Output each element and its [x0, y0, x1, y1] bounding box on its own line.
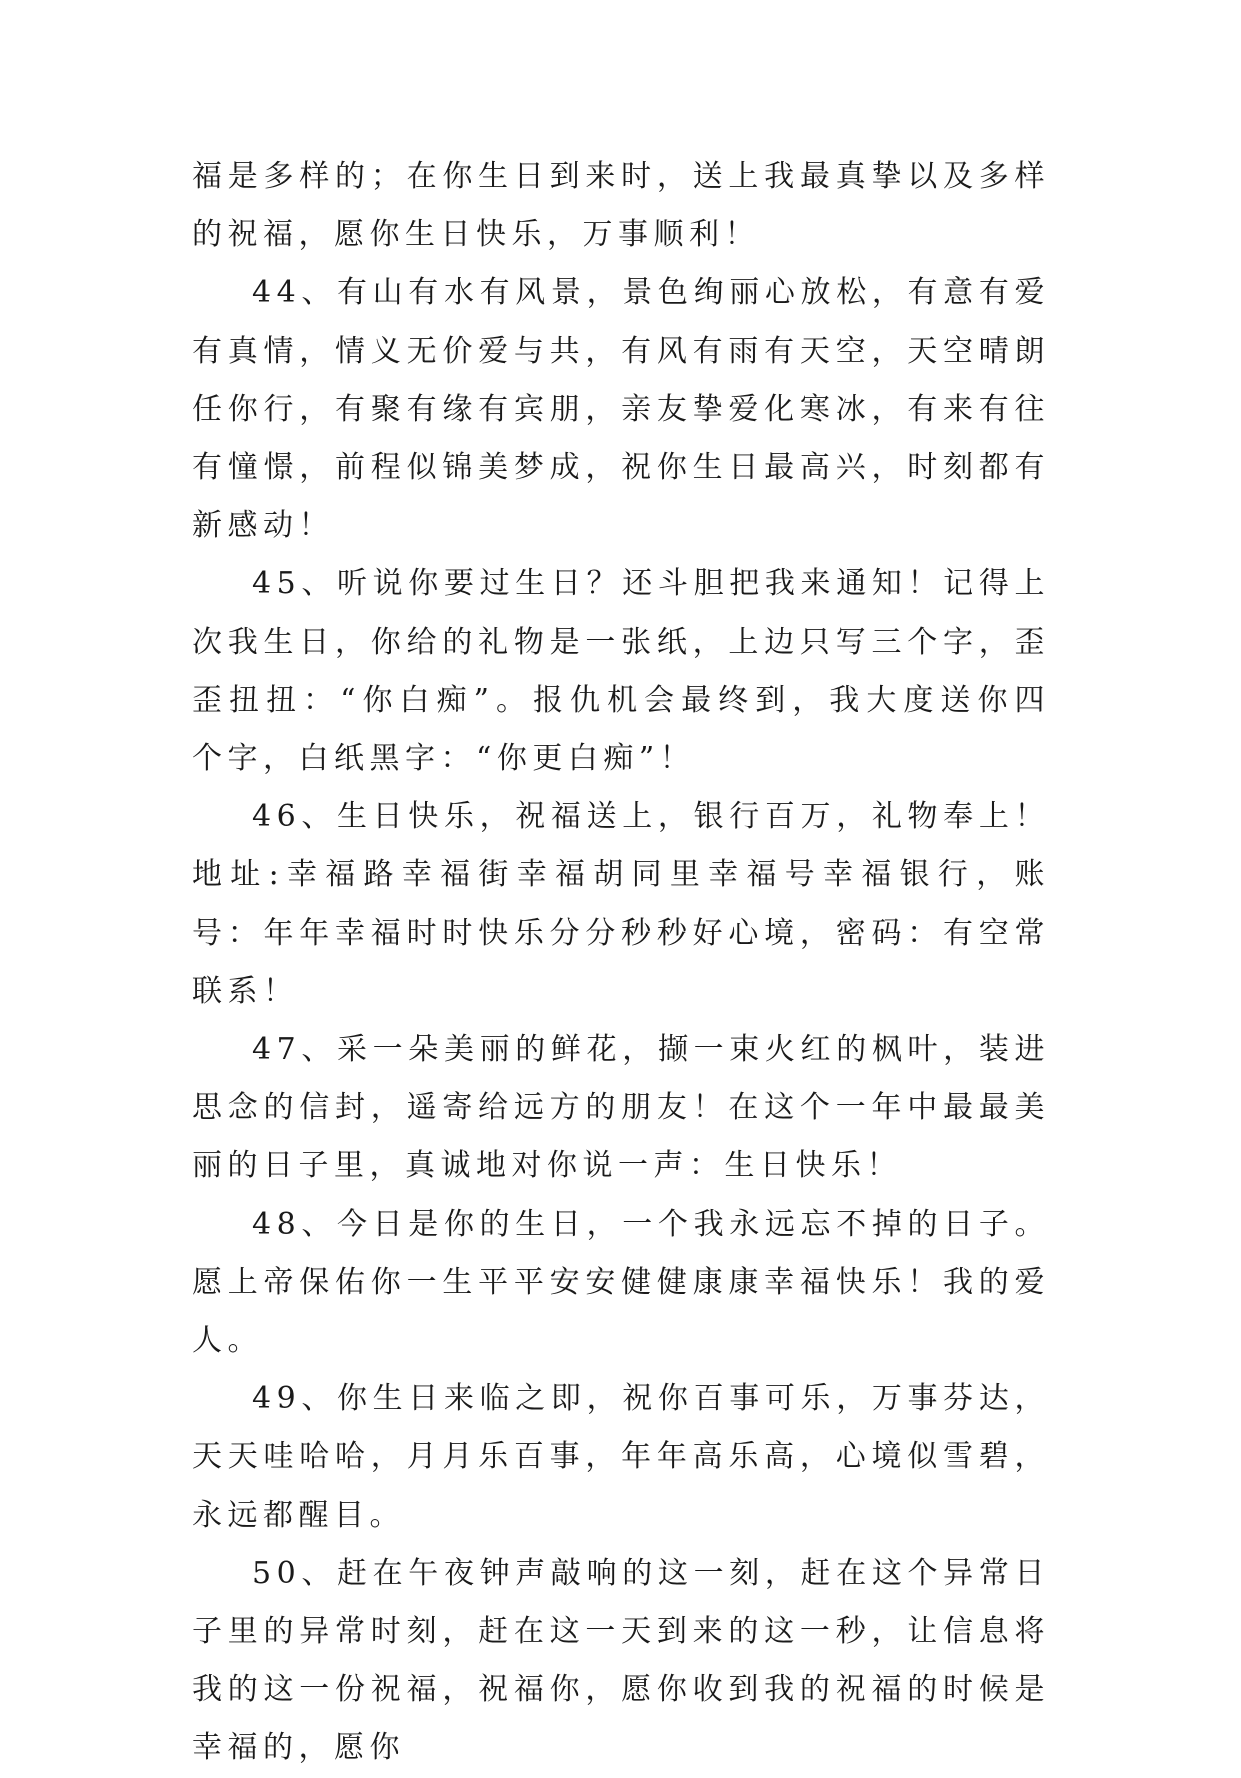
- paragraph-44: 44、有山有水有风景，景色绚丽心放松，有意有爱有真情，情义无价爱与共，有风有雨有天空，天空晴朗任你行，有聚有缘有宾朋，亲友挚爱化寒冰，有来有往有憧憬，前程似锦美梦成，祝你生日最高兴，时刻都有新感动！: [192, 275, 1050, 544]
- document-page: [192, 148, 1050, 1778]
- paragraph-47: 47、采一朵美丽的鲜花，撷一束火红的枫叶，装进思念的信封，遥寄给远方的朋友！在这个一年中最最美丽的日子里，真诚地对你说一声：生日快乐！: [192, 1032, 1050, 1184]
- paragraph-50: 50、赶在午夜钟声敲响的这一刻，赶在这个异常日子里的异常时刻，赶在这一天到来的这一秒，让信息将我的这一份祝福，祝福你，愿你收到我的祝福的时候是幸福的，愿你: [192, 1555, 1050, 1766]
- paragraph-45: 45、听说你要过生日？还斗胆把我来通知！记得上次我生日，你给的礼物是一张纸，上边只写三个字，歪歪扭扭：“你白痴”。报仇机会最终到，我大度送你四个字，白纸黑字：“你更白痴”！: [192, 566, 1050, 777]
- paragraph-46: 46、生日快乐，祝福送上，银行百万，礼物奉上！地址:幸福路幸福街幸福胡同里幸福号幸福银行，账号：年年幸福时时快乐分分秒秒好心境，密码：有空常联系！: [192, 799, 1050, 1009]
- paragraph-continued: 福是多样的；在你生日到来时，送上我最真挚以及多样的祝福，愿你生日快乐，万事顺利！: [192, 159, 1050, 253]
- paragraph-49: 49、你生日来临之即，祝你百事可乐，万事芬达，天天哇哈哈，月月乐百事，年年高乐高，心境似雪碧，永远都醒目。: [192, 1381, 1050, 1533]
- paragraph-48: 48、今日是你的生日，一个我永远忘不掉的日子。愿上帝保佑你一生平平安安健健康康幸福快乐！我的爱人。: [192, 1206, 1050, 1359]
